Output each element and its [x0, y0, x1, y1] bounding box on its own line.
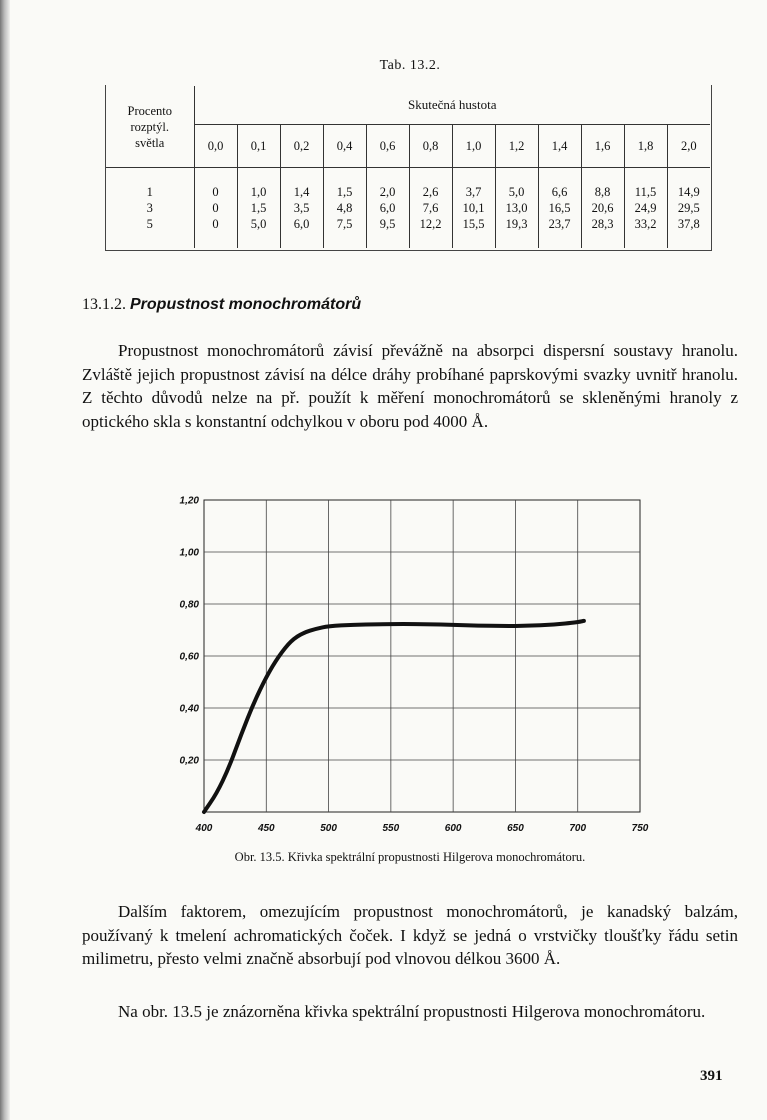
column-header: 0,4 [323, 125, 366, 168]
page-number: 391 [700, 1068, 723, 1084]
table-cell: 7,5 [336, 217, 353, 231]
row-labels [106, 168, 194, 249]
table-column [452, 168, 495, 249]
row-label: 5 [146, 217, 153, 231]
table-cell: 3,7 [465, 185, 482, 199]
figure-caption: Obr. 13.5. Křivka spektrální propustnosti Hilgerova monochromátoru. [234, 850, 586, 864]
paragraph: Na obr. 13.5 je znázorněna křivka spektrální propustnosti Hilgerova monochromátoru. [118, 1002, 706, 1021]
table-cell: 16,5 [548, 201, 571, 215]
table-column [194, 168, 237, 249]
table-cell: 1,4 [293, 185, 310, 199]
stub-header-line: světla [135, 135, 165, 150]
table-cell: 1,5 [336, 185, 353, 199]
x-tick-label: 450 [257, 823, 275, 834]
y-tick-label: 0,40 [179, 703, 199, 715]
table-cell: 13,0 [505, 201, 528, 215]
table-cell: 6,0 [293, 217, 310, 231]
table-cell: 29,5 [677, 201, 700, 215]
density-table [106, 86, 710, 248]
table-cell: 14,9 [677, 185, 700, 199]
table-cell: 10,1 [462, 201, 485, 215]
x-tick-label: 650 [507, 823, 524, 834]
table-cell: 3,5 [293, 201, 310, 215]
row-label: 1 [146, 185, 153, 199]
paragraph: Dalším faktorem, omezujícím propustnost monochromátorů, je kanadský balzám, používaný k tmelení achromatických čoček. I když se jedná o vrstvičky tloušťky řádu setin milimetru, přesto velmi značně absorbují pod vlnovou délkou 3600 Å. [82, 902, 738, 968]
table-column [667, 168, 710, 249]
table-cell: 5,0 [508, 185, 525, 199]
table-cell: 12,2 [419, 217, 442, 231]
column-header: 0,0 [207, 138, 224, 153]
column-header: 1,0 [452, 125, 495, 168]
table-cell: 4,8 [336, 201, 353, 215]
row-label: 3 [146, 201, 153, 215]
table-cell: 19,3 [505, 217, 528, 231]
table-column [280, 168, 323, 249]
x-tick-label: 600 [444, 823, 462, 834]
paragraph: Propustnost monochromátorů závisí převážně na absorpci dispersní soustavy hranolu. Zvláště jejich propustnost závisí na délce dráhy probíhané paprskovými svazky uvnitř hranolu. Z těchto důvodů nelze na př. použít k měření monochromátorů se skleněnými hranoly z optického skla s konstantní odchylkou v oboru pod 4000 Å. [82, 341, 738, 431]
column-header: 1,2 [495, 125, 538, 168]
x-tick-label: 700 [569, 823, 587, 834]
table-column [495, 168, 538, 249]
table-cell: 24,9 [634, 201, 657, 215]
stub-header-line: rozptýl. [130, 119, 170, 134]
y-tick-label: 0,80 [179, 599, 199, 611]
x-tick-label: 550 [382, 823, 400, 834]
table-cell: 20,6 [591, 201, 614, 215]
table-cell: 28,3 [591, 217, 614, 231]
table-cell: 2,0 [379, 185, 396, 199]
table-column [538, 168, 581, 249]
section-title: Propustnost monochromátorů [130, 296, 362, 313]
column-header: 1,4 [538, 125, 581, 168]
table-column [323, 168, 366, 249]
column-header: 2,0 [667, 125, 710, 168]
series-line [204, 621, 584, 812]
column-header: 0,2 [280, 125, 323, 168]
y-tick-label: 1,20 [179, 495, 199, 507]
table-cell: 7,6 [422, 201, 439, 215]
x-tick-label: 750 [631, 823, 649, 834]
section-heading [82, 296, 361, 314]
x-tick-label: 400 [195, 823, 213, 834]
table-column [366, 168, 409, 249]
column-header: 1,8 [624, 125, 667, 168]
table-cell: 33,2 [634, 217, 657, 231]
y-tick-label: 0,60 [179, 651, 199, 663]
section-number: 13.1.2. [82, 296, 126, 313]
stub-header-line: Procento [127, 103, 172, 118]
stub-header [106, 86, 194, 168]
table-cell: 6,0 [379, 201, 396, 215]
table-cell: 0 [212, 185, 219, 199]
column-header: 0,1 [237, 125, 280, 168]
column-header: 0,8 [409, 125, 452, 168]
table-cell: 1,0 [250, 185, 267, 199]
column-header: 1,6 [581, 125, 624, 168]
table-column [409, 168, 452, 249]
table-cell: 2,6 [422, 185, 439, 199]
table-cell: 8,8 [594, 185, 611, 199]
table-column [624, 168, 667, 249]
page-binding-edge [0, 0, 10, 1120]
y-tick-label: 1,00 [179, 547, 199, 559]
table-cell: 11,5 [634, 185, 657, 199]
table-cell: 0 [212, 201, 219, 215]
table-cell: 15,5 [462, 217, 485, 231]
table-column [581, 168, 624, 249]
transmission-chart [150, 488, 670, 838]
table-cell: 5,0 [250, 217, 267, 231]
table-cell: 6,6 [551, 185, 568, 199]
table-caption: Tab. 13.2. [379, 58, 441, 73]
column-header: 0,6 [366, 125, 409, 168]
table-column [237, 168, 280, 249]
table-cell: 0 [212, 217, 219, 231]
group-header: Skutečná hustota [194, 86, 710, 125]
x-tick-label: 500 [320, 823, 337, 834]
table-cell: 9,5 [379, 217, 396, 231]
table-cell: 37,8 [677, 217, 700, 231]
table-cell: 1,5 [250, 201, 267, 215]
y-tick-label: 0,20 [179, 755, 199, 767]
table-cell: 23,7 [548, 217, 571, 231]
